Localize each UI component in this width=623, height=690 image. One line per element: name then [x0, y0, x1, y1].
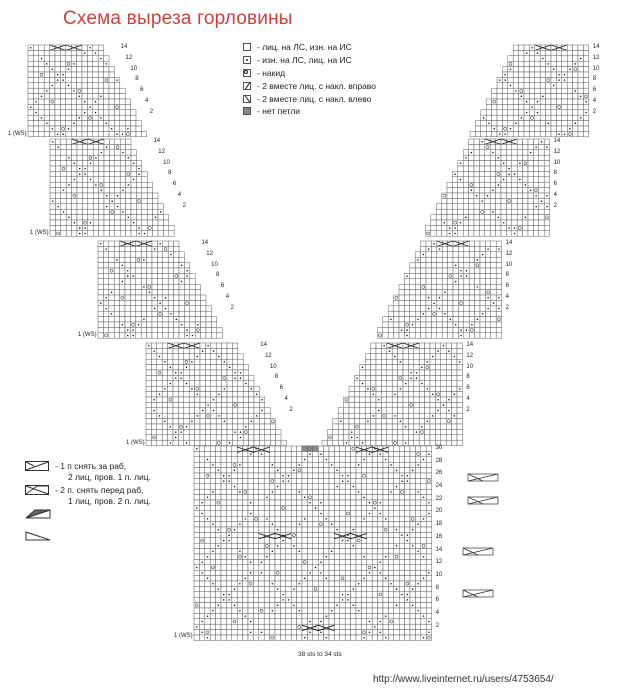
row-number: 24: [435, 483, 443, 490]
right-chart-block: [372, 241, 502, 338]
row-number: 6: [505, 283, 509, 290]
row-number: 2: [149, 108, 154, 115]
row-number: 28: [435, 457, 443, 464]
legend-item-cable-back: [25, 485, 151, 509]
row-number: 6: [140, 87, 144, 94]
row-number: 8: [592, 76, 597, 83]
legend-item-purl: [243, 54, 376, 67]
row-number: 12: [265, 352, 272, 359]
row-number: 26: [435, 470, 443, 477]
row-number: 6: [466, 385, 470, 392]
row-number: 6: [553, 181, 557, 188]
legend-item-knit: [243, 41, 376, 54]
row-number: 12: [505, 250, 513, 257]
row-number: 2: [435, 622, 439, 629]
row-number: 14: [505, 240, 513, 246]
row-number: 14: [592, 44, 600, 50]
ws-row-label: 1 (WS): [174, 633, 193, 640]
row-number: 10: [435, 571, 443, 578]
no-stitch-cell: [302, 446, 307, 451]
row-number: 6: [279, 385, 284, 392]
row-number: 4: [592, 98, 597, 104]
row-number: 2: [466, 406, 470, 413]
legend-label: - 2 вместе лиц. с накл. влево: [257, 93, 372, 104]
row-number: 12: [592, 54, 600, 61]
row-number: 6: [435, 597, 439, 604]
stitch-count-label: 38 sts to 34 sts: [298, 651, 342, 658]
diagonal-decrease-icon: [25, 531, 51, 541]
row-number: 8: [435, 584, 439, 591]
ws-row-label: 1 (WS): [30, 230, 49, 237]
legend-label: - изн. на ЛС, лиц. на ИС: [257, 55, 352, 66]
row-number: 20: [435, 508, 443, 515]
row-number: 10: [553, 159, 561, 166]
row-number: 14: [435, 546, 443, 553]
legend-item-no-stitch: [243, 105, 376, 118]
cable-back-icon: [25, 485, 49, 495]
row-number: 4: [466, 396, 470, 402]
right-chart-block: [470, 45, 589, 137]
row-number: 8: [553, 170, 557, 177]
legend-label: - накид: [257, 67, 286, 78]
row-number: 2: [230, 304, 234, 311]
row-number: 10: [130, 65, 138, 72]
legend-line-1: - 1 п снять за раб,: [55, 461, 127, 471]
legend-item-diagonal-decrease: [25, 531, 151, 553]
cable-front-icon: [25, 461, 49, 471]
row-number: 10: [269, 363, 277, 370]
row-number: 2: [592, 108, 597, 115]
row-number: 8: [135, 76, 139, 83]
right-slash-icon: [243, 82, 251, 90]
row-number: 6: [592, 87, 597, 94]
row-number: 2: [553, 202, 557, 209]
row-number: 8: [505, 272, 509, 279]
row-number: 2: [182, 202, 186, 209]
row-number: 8: [466, 374, 470, 381]
row-number: 2: [289, 406, 293, 413]
row-number: 12: [158, 148, 165, 155]
legend-item-cable-front: [25, 461, 151, 485]
row-number: 6: [220, 283, 225, 290]
row-number: 8: [216, 272, 220, 279]
ws-row-label: 1 (WS): [78, 332, 97, 339]
row-number: 12: [125, 54, 133, 61]
right-chart-block: [322, 343, 462, 446]
row-number: 12: [206, 250, 213, 257]
row-number: 4: [553, 192, 557, 198]
empty-square-icon: [243, 43, 251, 51]
legend-line-2: 1 лиц, пров. 2 п. лиц.: [68, 496, 152, 506]
no-stitch-cell: [313, 446, 318, 451]
row-number: 16: [435, 533, 443, 540]
legend-item-k2tog-right: [243, 79, 376, 92]
row-number: 12: [435, 559, 443, 566]
legend-label: - 2 вместе лиц. с накл. вправо: [257, 80, 376, 91]
source-url: http://www.liveinternet.ru/users/4753654/: [373, 674, 554, 685]
chart-title: Схема выреза горловины: [63, 8, 293, 29]
legend-line-2: 2 лиц, пров. 1 п. лиц.: [68, 472, 152, 482]
row-number: 30: [435, 445, 443, 451]
row-number: 14: [201, 240, 209, 246]
row-number: 14: [553, 138, 561, 144]
legend-line-1: - 2 п. снять перед раб,: [55, 485, 144, 495]
dot-square-icon: [243, 56, 251, 64]
legend-label: - нет петли: [257, 106, 301, 117]
left-slash-icon: [243, 95, 251, 103]
row-number: 8: [274, 374, 279, 381]
gray-square-icon: [243, 107, 251, 115]
legend-item-k2tog-left: [243, 92, 376, 105]
row-number: 14: [260, 342, 267, 348]
row-number: 12: [466, 352, 474, 359]
row-number: 10: [211, 261, 218, 268]
legend-item-yarn-over: [243, 67, 376, 80]
legend-item-shaded-decrease: [25, 509, 151, 531]
shaded-decrease-icon: [25, 509, 51, 519]
row-number: 4: [144, 98, 149, 104]
row-number: 4: [177, 192, 182, 198]
row-number: 12: [553, 148, 561, 155]
yarn-over-circle-icon: [243, 69, 251, 77]
row-number: 14: [153, 138, 161, 144]
center-chart-block: [194, 446, 432, 640]
row-number: 10: [505, 261, 513, 268]
row-number: 14: [466, 342, 474, 348]
row-number: 22: [435, 495, 443, 502]
symbol-legend: [243, 41, 376, 118]
legend-label: - лиц. на ЛС, изн. на ИС: [257, 42, 352, 53]
row-number: 2: [505, 304, 509, 311]
row-number: 4: [435, 609, 439, 616]
ws-row-label: 1 (WS): [8, 130, 27, 137]
row-number: 8: [168, 170, 172, 177]
ws-row-label: 1 (WS): [126, 439, 145, 446]
no-stitch-cell: [307, 446, 312, 451]
right-chart-block: [420, 139, 550, 236]
row-number: 4: [505, 294, 509, 300]
row-number: 10: [163, 159, 170, 166]
cable-legend: [25, 461, 151, 553]
row-number: 18: [435, 521, 443, 528]
row-number: 4: [225, 294, 230, 300]
row-number: 4: [284, 396, 288, 402]
row-number: 10: [592, 65, 600, 72]
row-number: 14: [120, 44, 128, 50]
row-number: 6: [172, 181, 177, 188]
row-number: 10: [466, 363, 474, 370]
